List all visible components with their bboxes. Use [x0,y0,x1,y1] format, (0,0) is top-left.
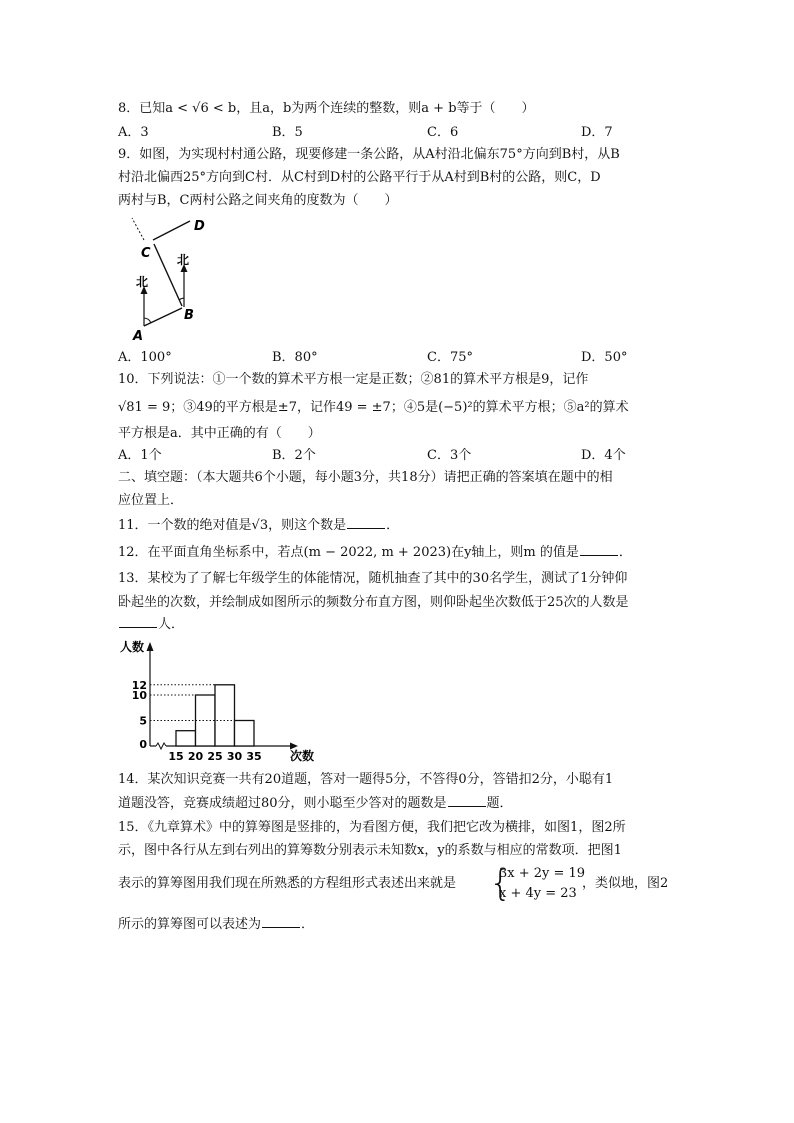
x-tick-label: 35 [246,750,262,763]
q15-end: ． [301,917,315,932]
label-b: B [184,308,194,323]
brace-icon: { [489,863,512,904]
q13-histogram [118,636,328,764]
q15-line1: 15．《九章算术》中的算筹图是竖排的，为看图方便，我们把它改为横排，如图1，图2所 [118,820,626,835]
y-tick-label: 12 [131,678,147,692]
x-axis-break-icon [156,743,166,749]
label-north-a: 北 [136,275,149,289]
equation-2: x + 4y = 23 [499,886,577,901]
q8-option-b: B．5 [272,125,303,140]
histogram-bar [215,685,235,746]
q11 [118,516,399,536]
q15-answer-blank[interactable] [262,915,300,928]
q11-answer-blank[interactable] [347,516,385,529]
q14-answer-blank[interactable] [448,794,486,807]
q12-answer-blank[interactable] [580,543,618,556]
q10-line1: 10．下列说法：①一个数的算术平方根一定是正数；②81的算术平方根是9，记作 [118,372,589,387]
angle-a-arc [144,318,151,323]
section2-heading-line1: 二、填空题：（本大题共6个小题，每小题3分，共18分）请把正确的答案填在题中的相 [118,470,613,485]
x-tick-label: 25 [207,750,223,763]
equation-1: 3x + 2y = 19 [499,866,586,881]
q9-option-d: D．50° [581,350,628,365]
x-tick-label: 20 [187,750,204,763]
q13-line3 [118,615,184,635]
q15-line2: 示，图中各行从左到右列出的算筹数分别表示未知数x，y的系数与相应的常数项．把图1 [118,843,622,858]
q15-text: 所示的算筹图可以表述为 [118,917,262,932]
q12-end: ． [618,545,632,560]
segment-cd [153,221,190,240]
histogram-bar [235,721,255,747]
q10-option-d: D．4个 [581,448,626,463]
histogram-bar [196,695,216,746]
q9-line2: 村沿北偏西25°方向到C村．从C村到D村的公路平行于从A村到B村的公路，则C，D [118,170,601,185]
y-axis-label: 人数 [120,640,145,654]
label-c: C [141,246,151,261]
q13-line1: 13．某校为了了解七年级学生的体能情况，随机抽查了其中的30名学生，测试了1分钟仰 [118,571,628,586]
q9-line1: 9．如图，为实现村村通公路，现要修建一条公路，从A村沿北偏东75°方向到B村，从B [118,147,620,162]
q9-option-b: B．80° [272,350,318,365]
q10-line3: 平方根是a．其中正确的有（ ） [118,426,321,441]
y-tick-label: 5 [139,714,147,728]
q9-figure [118,214,228,346]
q15-line3-after: ，类似地，图2 [582,876,669,891]
q10-option-a: A．1个 [118,448,162,463]
q12-text: 12．在平面直角坐标系中，若点(m − 2022, m + 2023)在y轴上，则m 的值是 [118,545,579,560]
histogram-bar [176,731,196,746]
section2-heading-line2: 应位置上． [118,493,184,508]
equation-system [489,863,586,904]
label-north-b: 北 [177,253,190,267]
q15-line3-before: 表示的算筹图用我们现在所熟悉的方程组形式表述出来就是 [118,876,457,891]
q12 [118,543,632,563]
y-tick-label: 0 [139,738,147,751]
q14-text: 道题没答，竞赛成绩超过80分，则小聪至少答对的题数是 [118,796,447,811]
q13-answer-blank[interactable] [119,615,157,628]
q13-end: 人． [158,617,185,632]
y-axis-arrow-icon [147,642,154,651]
q13-line2: 卧起坐的次数，并绘制成如图所示的频数分布直方图，则仰卧起坐次数低于25次的人数是 [118,595,629,610]
q14-line2 [118,794,513,814]
x-tick-label: 30 [226,750,243,763]
label-d: D [194,219,205,234]
q8-option-d: D．7 [581,125,613,140]
q9-option-a: A．100° [118,350,172,365]
q11-end: ． [386,518,400,533]
x-axis-label: 次数 [290,749,315,763]
x-tick-label: 15 [168,750,184,763]
q8-option-c: C．6 [427,125,459,140]
q11-text: 11．一个数的绝对值是√3，则这个数是 [118,518,347,533]
label-a: A [133,329,144,344]
q10-option-b: B．2个 [272,448,316,463]
c-dashed-extension [132,218,144,240]
q14-end: 题． [486,796,513,811]
y-tick-label: 10 [131,689,147,702]
q15-line4 [118,915,314,935]
q8-option-a: A．3 [118,125,149,140]
q10-option-c: C．3个 [427,448,472,463]
q9-line3: 两村与B，C两村公路之间夹角的度数为（ ） [118,193,398,208]
q10-line2: √81 = 9；③49的平方根是±7，记作49 = ±7；④5是(−5)²的算术平方根；⑤a²的算术 [118,400,629,415]
segment-ab [144,308,182,326]
q14-line1: 14．某次知识竞赛一共有20道题，答对一题得5分，不答得0分，答错扣2分，小聪有1 [118,772,614,787]
q9-option-c: C．75° [427,350,473,365]
angle-b-arc [179,298,184,300]
q8-stem: 8．已知a < √6 < b，且a，b为两个连续的整数，则a + b等于（ ） [118,101,535,116]
